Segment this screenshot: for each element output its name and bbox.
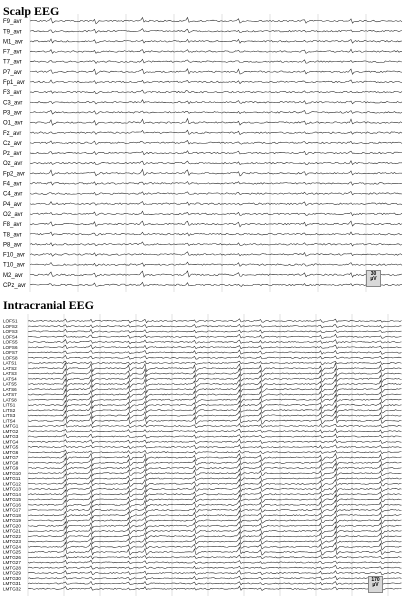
ieeg-channel-label: LMTG17 [3, 507, 21, 513]
ieeg-trace [28, 510, 402, 518]
ieeg-trace [28, 547, 402, 555]
ieeg-channel-label: LMTG5 [3, 444, 19, 450]
scalp-channel-label: F3_avr [3, 90, 22, 97]
ieeg-channel-label: LMTG9 [3, 465, 19, 471]
intracranial-scale-value: 170 [371, 577, 380, 583]
scalp-trace [30, 49, 402, 53]
ieeg-channel-label: LATS1 [3, 360, 17, 366]
scalp-channel-label: T8_avr [3, 232, 22, 239]
ieeg-trace [28, 537, 402, 544]
ieeg-trace [28, 484, 402, 492]
ieeg-channel-label: LMTG1 [3, 423, 19, 429]
ieeg-trace [28, 453, 402, 460]
scalp-trace [30, 130, 402, 134]
ieeg-trace [28, 439, 402, 443]
scalp-channel-label: Fz_avr [3, 130, 22, 137]
ieeg-channel-label: LMTG14 [3, 491, 21, 497]
ieeg-channel-label: LMTG11 [3, 476, 21, 482]
ieeg-trace [28, 450, 402, 454]
ieeg-channel-label: LMTG16 [3, 502, 21, 508]
ieeg-trace [28, 560, 402, 564]
ieeg-channel-label: LMTG19 [3, 518, 21, 524]
ieeg-channel-label: LOFS8 [3, 355, 18, 361]
ieeg-channel-label: LOFS7 [3, 350, 18, 356]
ieeg-channel-label: LMTG8 [3, 460, 19, 466]
ieeg-trace [28, 334, 402, 338]
scalp-trace [30, 252, 402, 256]
ieeg-channel-label: LATS7 [3, 392, 17, 398]
ieeg-channel-label: LMTG23 [3, 539, 21, 545]
ieeg-channel-label: LOFS3 [3, 329, 18, 335]
ieeg-channel-label: LATS5 [3, 381, 17, 387]
ieeg-trace [28, 474, 402, 482]
intracranial-scale-unit: µV [372, 582, 379, 588]
scalp-trace [30, 119, 402, 126]
scalp-channel-label: M2_avr [3, 272, 24, 279]
scalp-channel-label: O1_avr [3, 120, 23, 127]
ieeg-trace [28, 555, 402, 559]
ieeg-trace [28, 469, 402, 476]
ieeg-channel-label: LATS6 [3, 386, 17, 392]
ieeg-channel-label: LITS4 [3, 418, 16, 424]
scalp-trace [30, 271, 402, 277]
ieeg-trace [28, 463, 402, 471]
scalp-channel-label: P7_avr [3, 69, 23, 76]
ieeg-channel-label: LOFS5 [3, 339, 18, 345]
ieeg-trace [28, 571, 402, 575]
scalp-channel-label: T10_avr [3, 262, 26, 269]
ieeg-channel-label: LATS4 [3, 376, 17, 382]
ieeg-channel-label: LITS2 [3, 407, 16, 413]
ieeg-trace [28, 389, 402, 398]
scalp-channel-label: M1_avr [3, 39, 24, 46]
scalp-channel-label: P8_avr [3, 242, 23, 249]
scalp-channel-label: Pz_avr [3, 151, 22, 158]
ieeg-channel-label: LMTG28 [3, 565, 21, 571]
scalp-trace [30, 17, 402, 23]
ieeg-trace [28, 405, 402, 413]
ieeg-trace [28, 350, 402, 354]
scalp-channel-label: Fp1_avr [3, 80, 26, 86]
ieeg-channel-label: LITS1 [3, 402, 16, 408]
ieeg-channel-label: LMTG29 [3, 570, 21, 576]
ieeg-channel-label: LMTG13 [3, 486, 21, 492]
scalp-eeg-title: Scalp EEG [3, 4, 60, 18]
scalp-trace [30, 100, 402, 104]
scalp-channel-label: Fp2_avr [3, 171, 26, 178]
ieeg-channel-label: LMTG32 [3, 586, 21, 592]
scalp-scale-value: 30 [370, 271, 377, 277]
ieeg-channel-label: LMTG10 [3, 470, 21, 476]
ieeg-channel-label: LMTG25 [3, 549, 21, 555]
ieeg-trace [28, 345, 402, 349]
ieeg-channel-label: LMTG15 [3, 497, 21, 503]
scalp-trace [30, 262, 402, 266]
ieeg-trace [28, 522, 402, 529]
ieeg-channel-label: LMTG3 [3, 434, 19, 440]
ieeg-trace [28, 532, 402, 540]
scalp-scale-unit: µV [370, 276, 377, 282]
ieeg-trace [28, 495, 402, 503]
ieeg-channel-label: LMTG20 [3, 523, 21, 529]
ieeg-trace [28, 355, 402, 359]
ieeg-channel-label: LMTG31 [3, 581, 21, 587]
scalp-trace [30, 221, 402, 227]
ieeg-channel-label: LOFS1 [3, 318, 18, 324]
scalp-trace [30, 192, 402, 196]
scalp-scale-bar [366, 270, 381, 287]
ieeg-trace [28, 411, 402, 419]
ieeg-trace [28, 565, 402, 569]
ieeg-trace [28, 526, 402, 534]
ieeg-channel-label: LATS2 [3, 365, 17, 371]
intracranial-eeg-panel [0, 296, 406, 600]
ieeg-trace [28, 445, 402, 449]
scalp-trace [30, 161, 402, 165]
ieeg-channel-label: LMTG22 [3, 533, 21, 539]
ieeg-trace [28, 490, 402, 498]
scalp-trace [30, 29, 402, 33]
ieeg-trace [28, 324, 402, 328]
ieeg-channel-label: LMTG27 [3, 560, 21, 566]
scalp-channel-label: F8_avr [3, 222, 22, 229]
scalp-channel-label: Cz_avr [3, 140, 23, 147]
ieeg-channel-label: LMTG21 [3, 528, 21, 534]
scalp-trace [30, 169, 402, 175]
ieeg-trace [28, 586, 402, 590]
ieeg-trace [28, 379, 402, 388]
scalp-channel-label: Oz_avr [3, 161, 23, 168]
ieeg-trace [28, 458, 402, 466]
intracranial-eeg-title: Intracranial EEG [3, 298, 95, 312]
ieeg-channel-label: LITS3 [3, 413, 16, 419]
ieeg-trace [28, 542, 402, 550]
scalp-channel-label: F10_avr [3, 252, 26, 259]
ieeg-channel-label: LATS8 [3, 397, 17, 403]
ieeg-trace [28, 479, 402, 487]
ieeg-trace [28, 506, 402, 514]
scalp-trace [30, 90, 402, 94]
ieeg-trace [28, 384, 402, 392]
ieeg-trace [28, 363, 402, 372]
ieeg-trace [28, 361, 402, 365]
ieeg-channel-label: LMTG24 [3, 544, 21, 550]
ieeg-trace [28, 395, 402, 404]
intracranial-scale-bar [368, 576, 383, 593]
ieeg-channel-label: LMTG6 [3, 449, 19, 455]
ieeg-channel-label: LMTG18 [3, 512, 21, 518]
ieeg-trace [28, 329, 402, 333]
ieeg-trace [28, 576, 402, 580]
scalp-trace [30, 242, 402, 246]
scalp-channel-label: T9_avr [3, 29, 22, 36]
scalp-trace [30, 151, 402, 155]
intracranial-eeg-traces [0, 296, 406, 600]
scalp-trace [30, 211, 402, 215]
ieeg-channel-label: LATS3 [3, 371, 17, 377]
ieeg-trace [28, 429, 402, 434]
scalp-trace [30, 110, 402, 114]
scalp-trace [30, 80, 402, 84]
scalp-trace [30, 59, 402, 63]
ieeg-trace [28, 416, 402, 424]
ieeg-trace [28, 500, 402, 508]
ieeg-trace [28, 369, 402, 377]
scalp-channel-label: F7_avr [3, 49, 22, 56]
scalp-trace [30, 202, 402, 206]
scalp-channel-label: F4_avr [3, 181, 22, 188]
ieeg-channel-label: LMTG26 [3, 554, 21, 560]
ieeg-channel-label: LMTG7 [3, 455, 19, 461]
ieeg-channel-label: LMTG4 [3, 439, 19, 445]
scalp-channel-label: O2_avr [3, 211, 23, 218]
ieeg-channel-label: LOFS4 [3, 334, 18, 340]
ieeg-trace [28, 581, 402, 585]
ieeg-trace [28, 374, 402, 382]
ieeg-trace [28, 424, 402, 428]
scalp-channel-label: P4_avr [3, 201, 23, 208]
ieeg-channel-label: LOFS6 [3, 344, 18, 350]
ieeg-channel-label: LOFS2 [3, 323, 18, 329]
ieeg-trace [28, 516, 402, 524]
ieeg-trace [28, 400, 402, 409]
scalp-trace [30, 69, 402, 75]
ieeg-channel-label: LMTG12 [3, 481, 21, 487]
ieeg-channel-label: LMTG2 [3, 428, 19, 434]
ieeg-channel-label: LMTG30 [3, 575, 21, 581]
scalp-channel-label: C3_avr [3, 100, 23, 107]
scalp-channel-label: CPz_avr [3, 283, 27, 289]
scalp-trace [30, 39, 402, 43]
scalp-channel-label: T7_avr [3, 59, 22, 66]
scalp-channel-label: C4_avr [3, 191, 23, 198]
scalp-channel-label: P3_avr [3, 110, 23, 117]
ieeg-trace [28, 319, 402, 323]
ieeg-trace [28, 340, 402, 344]
scalp-trace [30, 232, 402, 236]
scalp-trace [30, 182, 402, 186]
scalp-channel-label: F9_avr [3, 19, 22, 26]
scalp-trace [30, 140, 402, 144]
ieeg-trace [28, 434, 402, 438]
scalp-trace [30, 282, 402, 286]
